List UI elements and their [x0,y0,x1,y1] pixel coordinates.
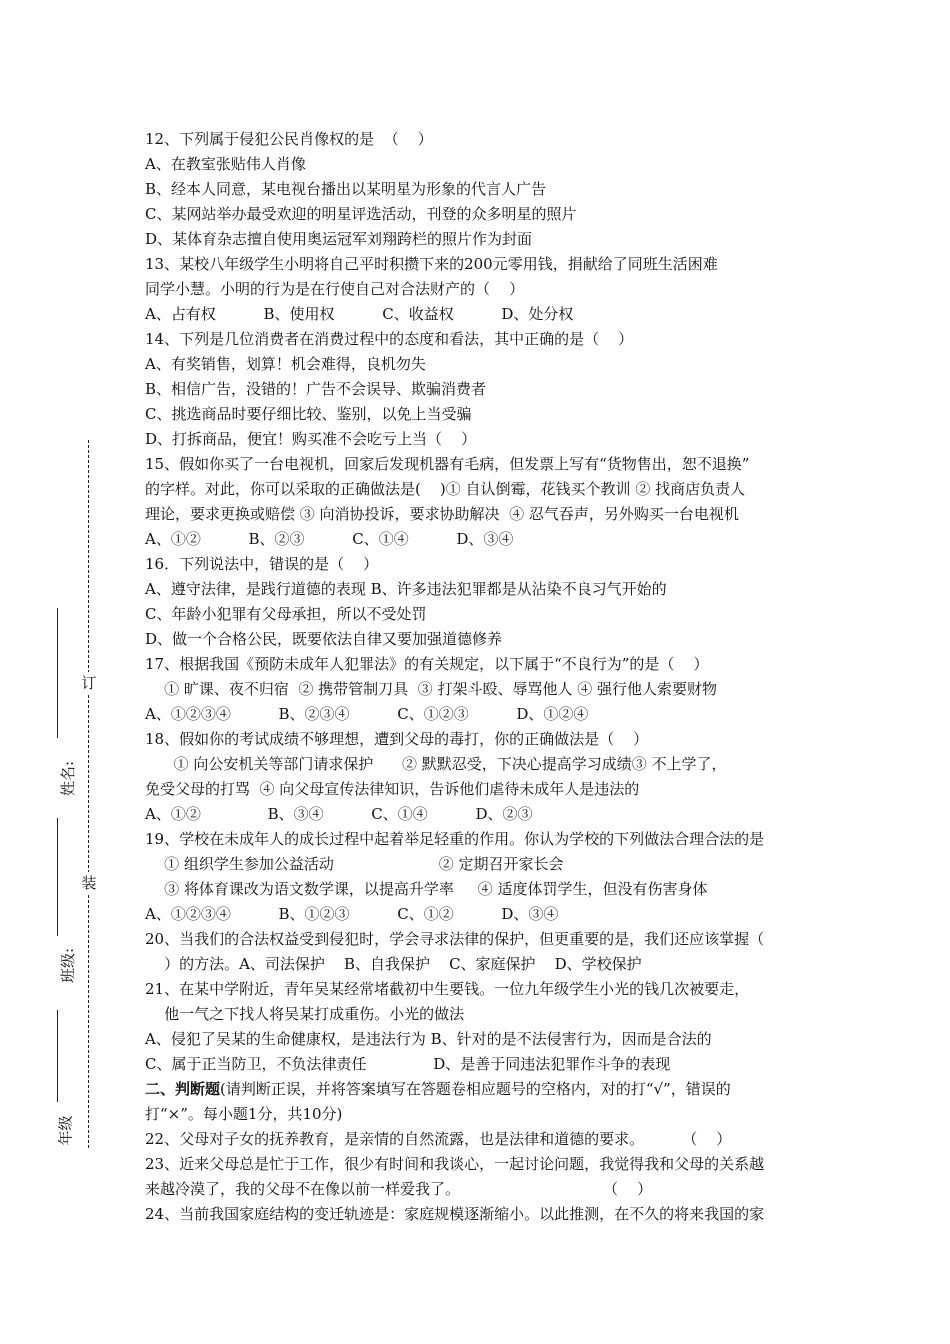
text-line: D、做一个合格公民，既要依法自律又要加强道德修养 [145,630,503,648]
text-line: A、侵犯了吴某的生命健康权，是违法行为 B、针对的是不法侵害行为，因而是合法的 [145,1030,712,1048]
name-label: 姓名: [59,760,78,797]
text-line: 来越冷漠了，我的父母不在像以前一样爱我了。 （ ） [145,1180,653,1198]
text-line: A、在教室张贴伟人肖像 [145,155,306,173]
text-line: ① 组织学生参加公益活动 ② 定期召开家长会 [145,855,564,873]
text-line: 打“×”。每小题1分，共10分) [145,1105,343,1123]
text-line: 20、当我们的合法权益受到侵犯时，学会寻求法律的保护，但更重要的是，我们还应该掌握（ [145,930,765,948]
text-line: ① 旷课、夜不归宿 ② 携带管制刀具 ③ 打架斗殴、辱骂他人 ④ 强行他人索要财物 [145,680,717,698]
text-line: 14、下列是几位消费者在消费过程中的态度和看法，其中正确的是（ ） [145,330,634,348]
binding-dashed-line [88,440,89,1148]
text-line: B、相信广告，没错的！广告不会误导、欺骗消费者 [145,380,487,398]
grade-field-line [57,1010,58,1102]
text-line: A、①②③④ B、①②③ C、①② D、③④ [145,905,559,923]
text-line: C、挑选商品时要仔细比较、鉴别，以免上当受骗 [145,405,472,423]
text-line: 同学小慧。小明的行为是在行使自己对合法财产的（ ） [145,280,525,298]
text-line: 13、某校八年级学生小明将自己平时积攒下来的200元零用钱，捐献给了同班生活困难 [145,255,718,273]
text-line: A、①② B、③④ C、①④ D、②③ [145,805,533,823]
text-line: A、占有权 B、使用权 C、收益权 D、处分权 [145,305,574,323]
text-line: 理论，要求更换或赔偿 ③ 向消协投诉，要求协助解决 ④ 忍气吞声，另外购买一台电视机 [145,505,739,523]
text-line: 22、父母对子女的抚养教育，是亲情的自然流露，也是法律和道德的要求。 （ ） [145,1130,732,1148]
text-line: 21、在某中学附近，青年吴某经常堵截初中生要钱。一位九年级学生小光的钱几次被要走， [145,980,750,998]
text-line: 他一气之下找人将吴某打成重伤。小光的做法 [145,1005,465,1023]
text-line: D、某体育杂志擅自使用奥运冠军刘翔跨栏的照片作为封面 [145,230,533,248]
text-line: 19、学校在未成年人的成长过程中起着举足轻重的作用。你认为学校的下列做法合理合法的是 [145,830,765,848]
text-line: C、某网站举办最受欢迎的明星评选活动，刊登的众多明星的照片 [145,205,577,223]
text-line: 17、根据我国《预防未成年人犯罪法》的有关规定，以下属于“不良行为”的是（ ） [145,655,709,673]
name-field-line [57,608,58,738]
grade-label: 年级 [56,1115,75,1146]
text-line: 的字样。对此，你可以采取的正确做法是( )① 自认倒霉，花钱买个教训 ② 找商店负责人 [145,480,746,498]
text-line: C、属于正当防卫，不负法律责任 D、是善于同违法犯罪作斗争的表现 [145,1055,671,1073]
binding-char-ding: 订 [81,674,97,692]
text-line: C、年龄小犯罪有父母承担，所以不受处罚 [145,605,427,623]
text-line: ）的方法。A、司法保护 B、自我保护 C、家庭保护 D、学校保护 [145,955,642,973]
text-line: 12、下列属于侵犯公民肖像权的是 （ ） [145,130,433,148]
class-field-line [57,818,58,936]
class-label: 班级: [59,947,78,984]
text-line: D、打拆商品，便宜！购买准不会吃亏上当（ ） [145,430,477,448]
text-line: 18、假如你的考试成绩不够理想，遭到父母的毒打，你的正确做法是（ ） [145,730,649,748]
text-line: A、①② B、②③ C、①④ D、③④ [145,530,514,548]
text-line: 15、假如你买了一台电视机，回家后发现机器有毛病，但发票上写有“货物售出，恕不退换” [145,455,750,473]
section-heading: 二、判断题(请判断正误，并将答案填写在答题卷相应题号的空格内，对的打“√”，错误的 [145,1080,731,1098]
text-line: 16．下列说法中，错误的是（ ） [145,555,379,573]
question-text [145,127,810,1227]
text-line: 24、当前我国家庭结构的变迁轨迹是：家庭规模逐渐缩小。以此推测，在不久的将来我国的家 [145,1205,765,1223]
text-line: ③ 将体育课改为语文数学课，以提高升学率 ④ 适度体罚学生，但没有伤害身体 [145,880,708,898]
text-line: 23、近来父母总是忙于工作，很少有时间和我谈心，一起讨论问题，我觉得我和父母的关系越 [145,1155,765,1173]
text-line: ① 向公安机关等部门请求保护 ② 默默忍受，下决心提高学习成绩③ 不上学了， [145,755,727,773]
text-line: B、经本人同意，某电视台播出以某明星为形象的代言人广告 [145,180,547,198]
text-line: 免受父母的打骂 ④ 向父母宣传法律知识，告诉他们虐待未成年人是违法的 [145,780,640,798]
text-line: A、①②③④ B、②③④ C、①②③ D、①②④ [145,705,589,723]
text-line: A、有奖销售，划算！机会难得，良机勿失 [145,355,426,373]
text-line: A、遵守法律，是践行道德的表现 B、许多违法犯罪都是从沾染不良习气开始的 [145,580,667,598]
binding-char-zhuang: 装 [81,874,97,892]
